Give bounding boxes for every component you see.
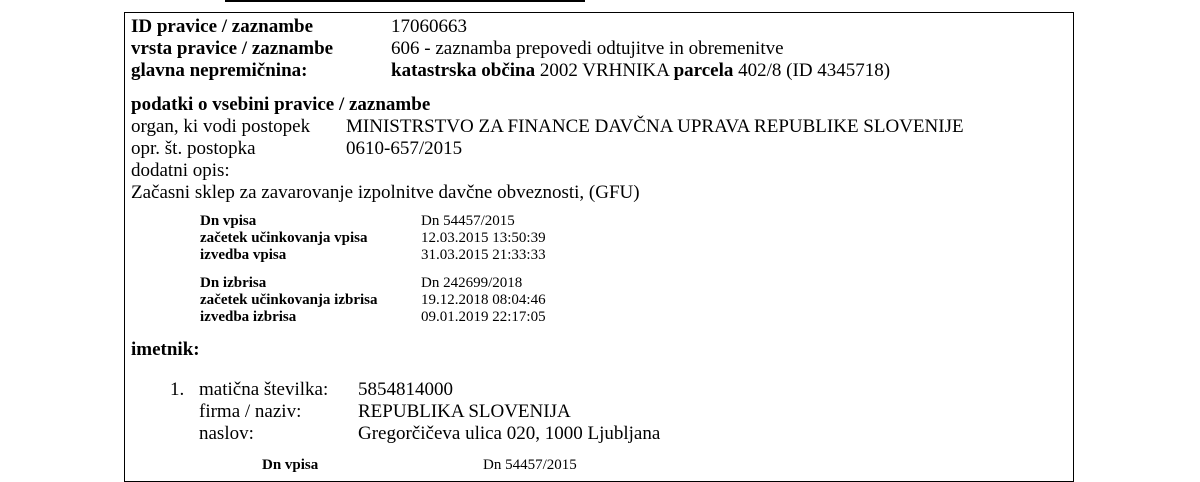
deletion-dn-value: Dn 242699/2018 xyxy=(421,275,523,291)
entry-start-value: 12.03.2015 13:50:39 xyxy=(421,230,546,246)
deletion-exec-label: izvedba izbrisa xyxy=(200,309,297,325)
holder-dn-label: Dn vpisa xyxy=(262,457,319,473)
deletion-dn-label: Dn izbrisa xyxy=(200,275,267,291)
parcel-label: parcela xyxy=(673,60,734,81)
id-label: ID pravice / zaznambe xyxy=(131,16,314,37)
record-frame xyxy=(124,12,1074,482)
holder-address-label: naslov: xyxy=(199,423,254,444)
deletion-start-value: 19.12.2018 08:04:46 xyxy=(421,292,546,308)
type-label: vrsta pravice / zaznambe xyxy=(131,38,334,59)
holder-number: 1. xyxy=(170,379,185,400)
description-label: dodatni opis: xyxy=(131,160,230,181)
holder-title: imetnik: xyxy=(131,339,200,360)
section-title: podatki o vsebini pravice / zaznambe xyxy=(131,94,431,115)
id-value: 17060663 xyxy=(391,16,467,37)
holder-reg-value: 5854814000 xyxy=(358,379,453,400)
entry-start-label: začetek učinkovanja vpisa xyxy=(200,230,368,246)
procedure-value: 0610-657/2015 xyxy=(346,138,463,159)
description-value: Začasni sklep za zavarovanje izpolnitve davčne obveznosti, (GFU) xyxy=(131,182,640,203)
main-property-value xyxy=(391,60,890,82)
holder-reg-label: matična številka: xyxy=(199,379,329,400)
type-value: 606 - zaznamba prepovedi odtujitve in obremenitve xyxy=(391,38,784,59)
deletion-exec-value: 09.01.2019 22:17:05 xyxy=(421,309,546,325)
holder-name-value: REPUBLIKA SLOVENIJA xyxy=(358,401,571,422)
main-property-label: glavna nepremičnina: xyxy=(131,60,308,81)
entry-exec-label: izvedba vpisa xyxy=(200,247,287,263)
parcel-value: 402/8 (ID 4345718) xyxy=(738,60,891,81)
organ-value: MINISTRSTVO ZA FINANCE DAVČNA UPRAVA REPUBLIKE SLOVENIJE xyxy=(346,116,964,137)
cadastral-label: katastrska občina xyxy=(391,60,536,81)
holder-address-value: Gregorčičeva ulica 020, 1000 Ljubljana xyxy=(358,423,661,444)
procedure-label: opr. št. postopka xyxy=(131,138,256,159)
top-rule xyxy=(225,0,585,2)
deletion-start-label: začetek učinkovanja izbrisa xyxy=(200,292,378,308)
holder-name-label: firma / naziv: xyxy=(199,401,302,422)
entry-dn-value: Dn 54457/2015 xyxy=(421,213,515,229)
entry-exec-value: 31.03.2015 21:33:33 xyxy=(421,247,546,263)
organ-label: organ, ki vodi postopek xyxy=(131,116,311,137)
cadastral-value: 2002 VRHNIKA xyxy=(539,60,669,81)
entry-dn-label: Dn vpisa xyxy=(200,213,257,229)
holder-dn-value: Dn 54457/2015 xyxy=(483,457,577,473)
